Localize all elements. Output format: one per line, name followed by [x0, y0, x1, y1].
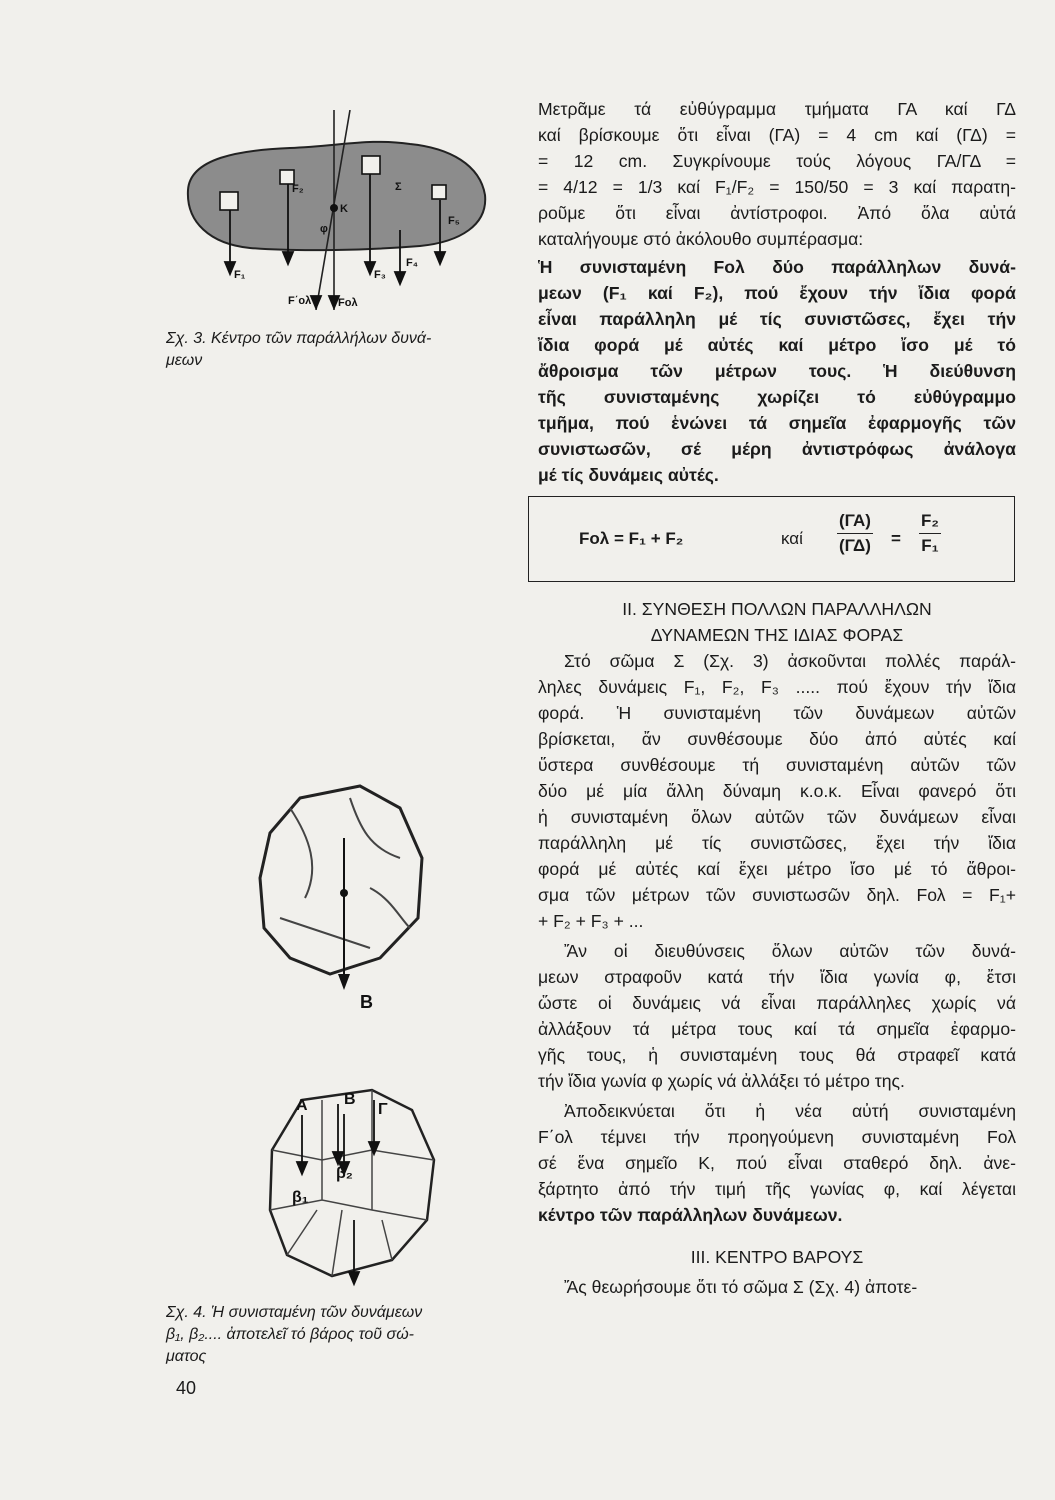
text-line: = 12 cm. Συγκρίνουμε τούς λόγους ΓΑ/ΓΔ =	[538, 151, 1016, 171]
label-fol: Fολ	[338, 297, 358, 309]
text-line: ἀλλάξουν τά μέτρα τους καί τά σημεῖα ἐφαρμο-	[538, 1019, 1016, 1039]
text-line: Ἡ συνισταμένη Fολ δύο παράλληλων δυνά-	[538, 257, 1016, 277]
text-line: Ἀποδεικνύεται ὅτι ἡ νέα αὐτή συνισταμένη	[564, 1101, 1016, 1121]
text-line: τήν ἴδια γωνία φ χωρίς νά ἀλλάξει τό μέτρο της.	[538, 1071, 905, 1091]
paragraph-center	[538, 1098, 1016, 1228]
text-line: φορά. Ἡ συνισταμένη τῶν δυνάμεων αὐτῶν	[538, 703, 1016, 723]
label-fol-prime: F΄ολ	[288, 295, 312, 307]
text-line: παράλληλη μέ τίς συνιστῶσες, ἔχει τήν ἴδια	[538, 833, 1016, 853]
particle-body-shape	[270, 1090, 434, 1276]
text-line: φορά μέ αὐτές καί ἔχει μέτρο ἴσο μέ τό ἄθροι-	[538, 859, 1016, 879]
fraction-numerator: (ΓΑ)	[837, 511, 873, 534]
label-beta1: β₁	[292, 1189, 309, 1206]
page-number: 40	[176, 1378, 197, 1398]
text-line: εἶναι παράλληλη μέ τίς συνιστῶσες, ἔχει τήν	[538, 309, 1016, 329]
rock-weight-diagram	[250, 778, 440, 1018]
text-line: σμα τῶν μέτρων τῶν συνιστωσῶν δηλ. Fολ = F₁+	[538, 885, 1016, 905]
formula-box	[528, 496, 1015, 582]
fraction-numerator: F₂	[919, 511, 941, 534]
text-line: κέντρο τῶν παράλληλων δυνάμεων.	[538, 1205, 843, 1225]
label-a: A	[296, 1097, 308, 1114]
text-line: ἡ συνισταμένη ὅλων αὐτῶν τῶν δυνάμεων εἶναι	[538, 807, 1016, 827]
label-f1: F₁	[234, 269, 246, 281]
text-line: συνιστωσῶν, σέ μέρη ἀντιστρόφως ἀνάλογα	[538, 439, 1016, 459]
text-line: ἄθροισμα τῶν μέτρων τους. Ἡ διεύθυνση	[538, 361, 1016, 381]
label-gamma: Γ	[378, 1101, 388, 1118]
text-line: + F₂ + F₃ + ...	[538, 911, 644, 931]
text-line: γῆς τους, ἡ συνισταμένη τους θά στραφεῖ κατά	[538, 1045, 1016, 1065]
text-line: μεων στραφοῦν κατά τήν ἴδια γωνία φ, ἔτσι	[538, 967, 1016, 987]
figure-3-caption	[166, 328, 431, 372]
text-line: ροῦμε ὅτι εἶναι ἀντίστροφοι. Ἀπό ὅλα αὐτά	[538, 203, 1016, 223]
text-line: Μετρᾶμε τά εὐθύγραμμα τμήματα ΓΑ καί ΓΔ	[538, 99, 1016, 119]
text-line: Στό σῶμα Σ (Σχ. 3) ἀσκοῦνται πολλές παράλ-	[564, 651, 1016, 671]
rock-shape	[260, 786, 422, 974]
text-line: ὕστερα συνθέσουμε τή συνισταμένη αὐτῶν τῶν	[538, 755, 1016, 775]
label-f4: F₄	[406, 257, 418, 269]
label-f3: F₃	[374, 269, 386, 281]
figure-4-diagram	[262, 1080, 442, 1290]
label-b: B	[344, 1091, 356, 1108]
section-heading-ii	[538, 596, 1016, 648]
formula-and: καί	[781, 529, 803, 548]
text-line: ληλες δυνάμεις F₁, F₂, F₃ ..... πού ἔχουν τήν ἴδια	[538, 677, 1016, 697]
weight-arrow	[338, 974, 350, 990]
point-k	[330, 204, 338, 212]
text-line: σέ ἕνα σημεῖο Κ, πού εἶναι σταθερό δηλ. ἀνε-	[538, 1153, 1016, 1173]
heading-line: ΙΙ. ΣΥΝΘΕΣΗ ΠΟΛΛΩΝ ΠΑΡΑΛΛΗΛΩΝ	[622, 599, 932, 619]
text-line: μέ τίς δυνάμεις αὐτές.	[538, 465, 719, 485]
text-line: βρίσκεται, ἄν συνθέσουμε δύο ἀπό αὐτές καί	[538, 729, 1016, 749]
text-line: ξάρτητο ἀπό τήν τιμή τῆς γωνίας φ, καί λέγεται	[538, 1179, 1016, 1199]
text-line: καί βρίσκουμε ὅτι εἶναι (ΓΑ) = 4 cm καί (ΓΔ) =	[538, 125, 1016, 145]
text-line: δύο μέ μία ἄλλη δύναμη κ.ο.κ. Εἶναι φανερό ὅτι	[538, 781, 1016, 801]
center-of-gravity	[340, 889, 348, 897]
label-k: K	[340, 203, 348, 215]
formula-sum: Fολ = F₁ + F₂	[579, 529, 684, 548]
label-beta2: β₂	[336, 1165, 353, 1182]
label-sigma: Σ	[395, 181, 402, 193]
right-column	[538, 96, 1016, 1300]
fraction-segments	[837, 511, 873, 556]
label-f5: F₅	[448, 215, 460, 227]
text-line: Ἄς θεωρήσουμε ὅτι τό σῶμα Σ (Σχ. 4) ἀποτε-	[564, 1277, 918, 1297]
caption-line: β₁, β₂.... ἀποτελεῖ τό βάρος τοῦ σώ-	[166, 1326, 414, 1343]
heading-line: ΔΥΝΑΜΕΩΝ ΤΗΣ ΙΔΙΑΣ ΦΟΡΑΣ	[650, 625, 904, 645]
text-line: ὥστε οἱ δυνάμεις νά εἶναι παράλληλες χωρίς νά	[538, 993, 1016, 1013]
paragraph-rotation	[538, 938, 1016, 1094]
text-line: = 4/12 = 1/3 καί F₁/F₂ = 150/50 = 3 καί παρατη-	[538, 177, 1016, 197]
figure-4-caption	[166, 1302, 422, 1368]
fraction-forces	[919, 511, 941, 556]
section-heading-iii: ΙΙΙ. ΚΕΝΤΡΟ ΒΑΡΟΥΣ	[690, 1247, 864, 1267]
text-line: μεων (F₁ καί F₂), πού ἔχουν τήν ἴδια φορά	[538, 283, 1016, 303]
caption-line: ματος	[166, 1348, 207, 1365]
caption-line: Σχ. 3. Κέντρο τῶν παράλλήλων δυνά-	[166, 330, 432, 347]
text-line: τμῆμα, πού ἑνώνει τά σημεῖα ἐφαρμογῆς τῶν	[538, 413, 1016, 433]
label-f2: F₂	[292, 183, 304, 195]
fraction-denominator: F₁	[921, 536, 939, 555]
label-b: B	[360, 992, 373, 1012]
paragraph-many-forces	[538, 648, 1016, 934]
figure-3-diagram	[170, 110, 520, 310]
paragraph-rule	[538, 254, 1016, 488]
caption-line: Σχ. 4. Ἡ συνισταμένη τῶν δυνάμεων	[166, 1304, 423, 1321]
paragraph-measurements	[538, 96, 1016, 252]
label-phi: φ	[320, 223, 328, 235]
text-line: τῆς συνισταμένης χωρίζει τό εὐθύγραμμο	[538, 387, 1016, 407]
caption-line: μεων	[166, 352, 203, 369]
formula-equals: =	[891, 529, 901, 548]
text-line: F΄ολ τέμνει τήν προηγούμενη συνισταμένη Fολ	[538, 1127, 1016, 1147]
text-line: καταλήγουμε στό ἀκόλουθο συμπέρασμα:	[538, 229, 864, 249]
fraction-denominator: (ΓΔ)	[839, 536, 871, 555]
text-line: Ἄν οἱ διευθύνσεις ὅλων αὐτῶν τῶν δυνά-	[564, 941, 1016, 961]
text-line: ἴδια φορά μέ αὐτές καί μέτρο ἴσο μέ τό	[538, 335, 1016, 355]
